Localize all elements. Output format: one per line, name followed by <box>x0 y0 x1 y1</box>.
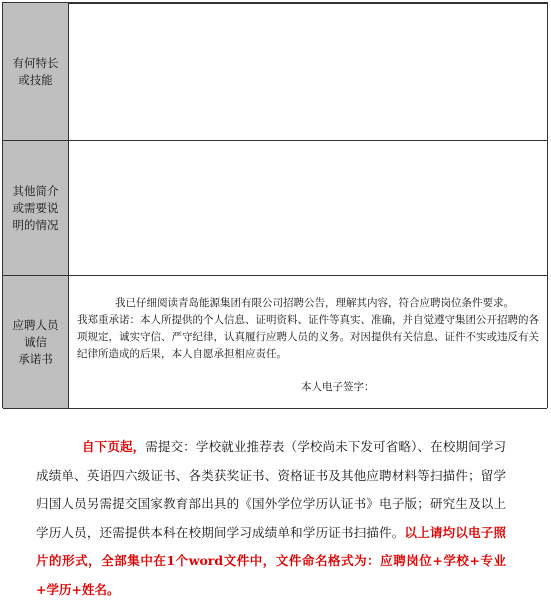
other-info-input-area[interactable] <box>69 141 547 275</box>
pledge-label-line-3: 承诺书 <box>18 351 53 366</box>
pledge-paragraph-2: 我郑重承诺：本人所提供的个人信息、证明资料、证件等真实、准确，并自觉遵守集团公开招聘的各项规定，诚实守信、严守纪律，认真履行应聘人员的义务。对因提供有关信息、证件不实或违反有关纪律所造成的后果，本人自愿承担相应责任。 <box>77 314 539 360</box>
application-form-table <box>2 2 548 408</box>
signature-label[interactable]: 本人电子签字： <box>301 381 375 393</box>
pledge-label <box>3 276 69 408</box>
other-info-label-line-3: 明的情况 <box>12 217 59 232</box>
pledge-paragraph-1: 我已仔细阅读青岛能源集团有限公司招聘公告，理解其内容，符合应聘岗位条件要求。 <box>115 297 514 309</box>
specialties-label <box>3 3 69 140</box>
form-row-specialties <box>3 3 547 141</box>
other-info-label-line-1: 其他简介 <box>12 183 59 198</box>
specialties-label-line-2: 或技能 <box>18 72 53 87</box>
specialties-label-line-1: 有何特长 <box>12 55 59 70</box>
form-row-integrity-pledge <box>3 276 547 409</box>
form-row-other-info <box>3 141 547 276</box>
pledge-content <box>69 276 547 408</box>
specialties-input-area[interactable] <box>69 3 547 140</box>
other-info-label-line-2: 或需要说 <box>12 200 59 215</box>
note-lead: 自下页起， <box>82 439 146 454</box>
note-body: 需提交：学校就业推荐表（学校尚未下发可省略）、在校期间学习成绩单、英语四六级证书、各类获奖证书、资格证书及其他应聘材料等扫描件；留学归国人员另需提交国家教育部出具的《国外学位学历认证书》电子版；研究生及以上学历人员，还需提供本科在校期间学习成绩单和学历证书扫描件。 <box>36 439 506 540</box>
note-format-requirement: 以上请均以电子照片的形式，全部集中在1个word文件中，文件命名格式为：应聘岗位+学校+专业+学历+姓名。 <box>36 524 506 597</box>
submission-note <box>36 433 506 604</box>
pledge-label-line-2: 诚信 <box>24 334 47 349</box>
other-info-label <box>3 141 69 275</box>
pledge-label-line-1: 应聘人员 <box>12 317 59 332</box>
